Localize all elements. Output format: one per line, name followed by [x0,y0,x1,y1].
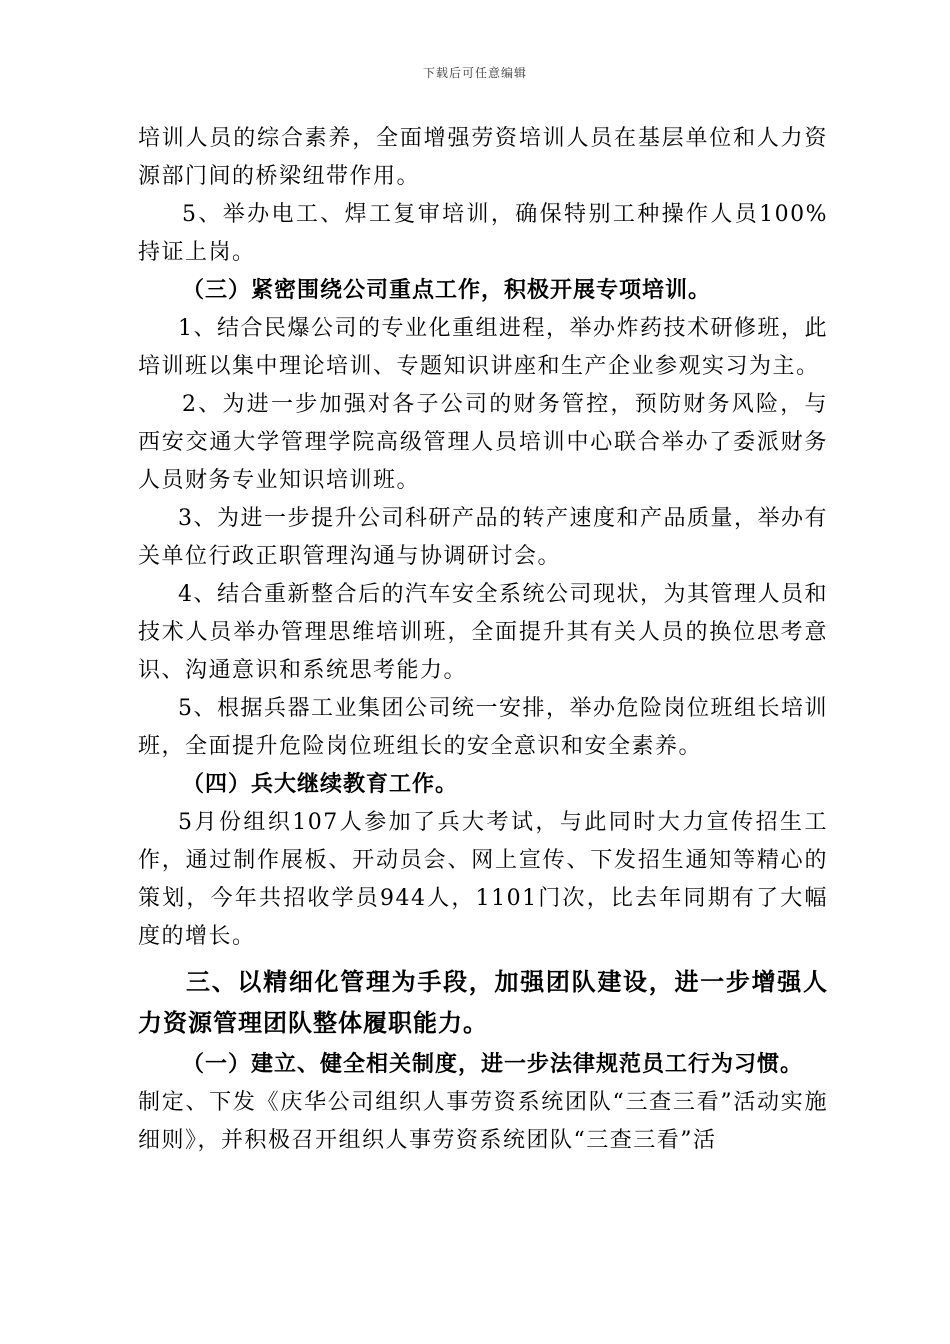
paragraph-item-5-team-leader: 5、根据兵器工业集团公司统一安排，举办危险岗位班组长培训班，全面提升危险岗位班组长的安全意识和安全素养。 [138,696,828,759]
section-heading-3: （三）紧密围绕公司重点工作，积极开展专项培训。 [182,278,712,303]
paragraph-item-5-welding: 5、举办电工、焊工复审培训，确保特别工种操作人员100%持证上岗。 [138,202,828,265]
paragraph-item-4-auto-safety: 4、结合重新整合后的汽车安全系统公司现状，为其管理人员和技术人员举办管理思维培训班，全面提升其有关人员的换位思考意识、沟通意识和系统思考能力。 [138,582,828,683]
paragraph-item-3-research: 3、为进一步提升公司科研产品的转产速度和产品质量，举办有关单位行政正职管理沟通与协调研讨会。 [138,506,828,569]
paragraph-continuing-education: 5月份组织107人参加了兵大考试，与此同时大力宣传招生工作，通过制作展板、开动员会、网上宣传、下发招生通知等精心的策划，今年共招收学员944人，1101门次，比去年同期有了大幅度的增长。 [138,810,828,949]
header-note: 下载后可任意编辑 [422,66,527,80]
section-heading-1: （一）建立、健全相关制度，进一步法律规范员工行为习惯。 [182,1052,804,1077]
paragraph-regulations: 制定、下发《庆华公司组织人事劳资系统团队“三查三看”活动实施细则》，并积极召开组织人事劳资系统团队“三查三看”活 [138,1090,828,1153]
paragraph-continuation: 培训人员的综合素养，全面增强劳资培训人员在基层单位和人力资源部门间的桥梁纽带作用。 [138,126,828,189]
document-body [138,120,828,1160]
chapter-heading-3: 三、以精细化管理为手段，加强团队建设，进一步增强人力资源管理团队整体履职能力。 [138,968,828,1037]
section-heading-4: （四）兵大继续教育工作。 [182,772,459,797]
paragraph-item-1-explosives: 1、结合民爆公司的专业化重组进程，举办炸药技术研修班，此培训班以集中理论培训、专题知识讲座和生产企业参观实习为主。 [138,316,828,379]
paragraph-item-2-finance: 2、为进一步加强对各子公司的财务管控，预防财务风险，与西安交通大学管理学院高级管理人员培训中心联合举办了委派财务人员财务专业知识培训班。 [138,392,828,493]
